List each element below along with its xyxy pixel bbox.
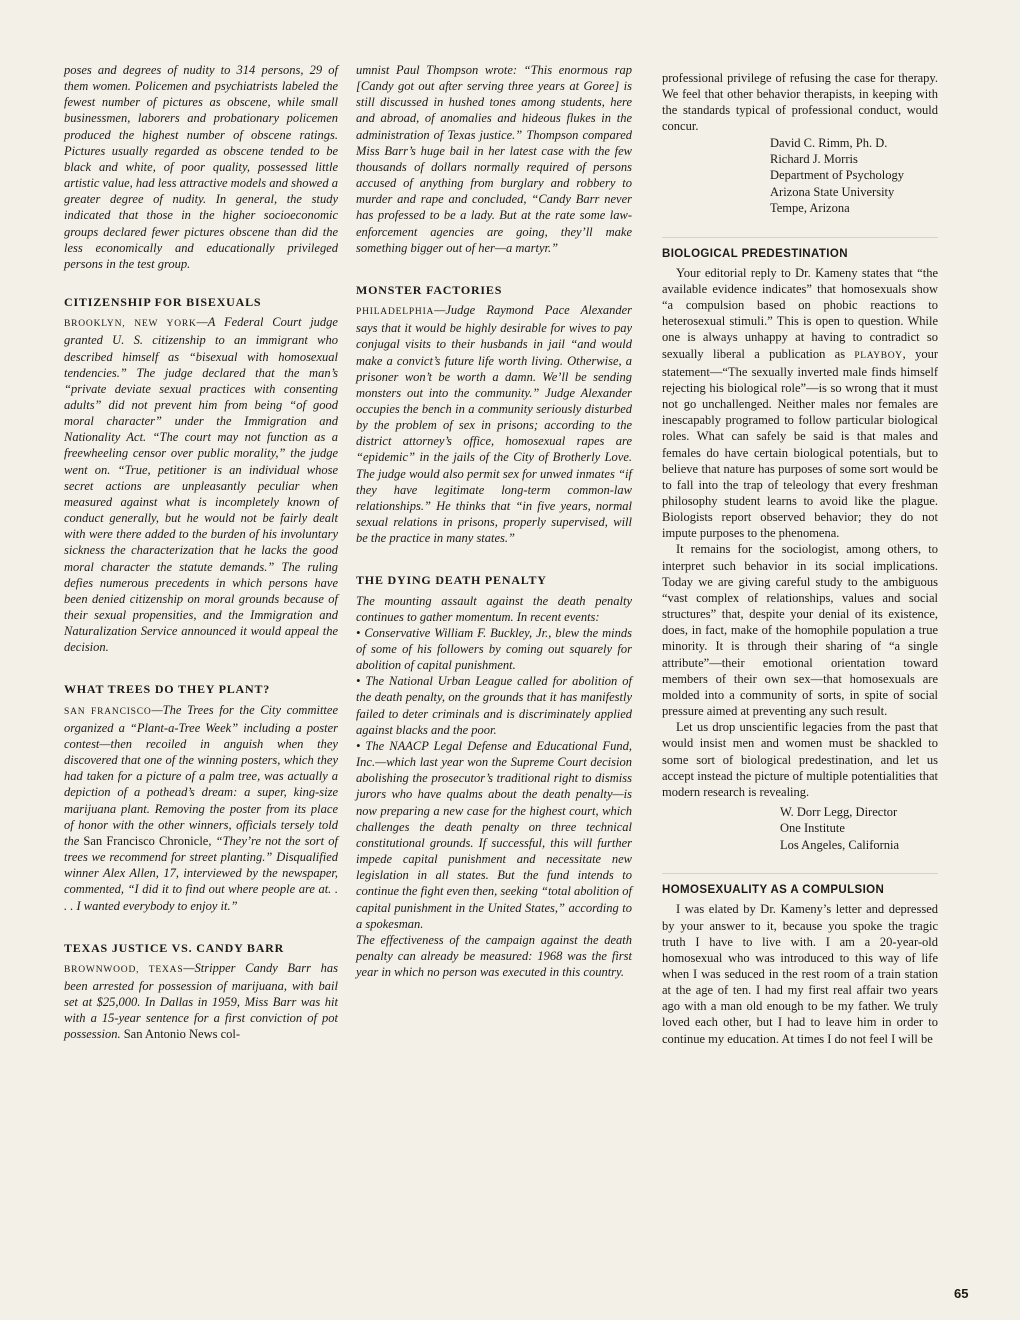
article-body-citizenship	[64, 314, 338, 655]
article-intro: The mounting assault against the death penalty continues to gather momentum. In recent events:	[356, 593, 632, 624]
article-continuation: poses and degrees of nudity to 314 persons, 29 of them women. Policemen and psychiatrists labeled the fewest number of pictures as obscene, while small businessmen, laborers and probationary policemen produced the highest number of obscene ratings. Pictures usually regarded as obscene tended to be black and white, of poor quality, possessed little artistic value, had less attractive models and showed a greater degree of nudity. In general, the study indicated that those in the higher socioeconomic groups declared fewer pictures obscene than did the less economically and educationally privileged persons in the test group.	[64, 63, 338, 271]
article-body-candy-barr	[64, 960, 338, 1043]
dateline: SAN FRANCISCO	[64, 706, 152, 717]
bullet-item: • The National Urban League called for abolition of the death penalty, on the grounds that it has manifestly failed to deter criminals and is discriminately applied against blacks and the poor.	[356, 674, 632, 737]
newspaper-name: San Antonio News col-	[123, 1027, 241, 1042]
article-text: —Judge Raymond Pace Alexander says that it would be highly desirable for wives to pay conjugal visits to their husbands in jail “and would make a convict’s future life worth living. Otherwise, a prisoner won’t be worth a damn. We’ll be sending monsters out into the community.” Judge Alexander occupies the bench in a community seriously disturbed by the problem of sex in prisons; according to the district attorney’s office, homosexual rapes are “epidemic” in the jails of the City of Brotherly Love. The judge would also permit sex for unwed inmates “if they have legitimate long-term common-law relationships.” He thinks that “in five years, normal sexual relations in prisons, properly supervised, will be the practice in many states.”	[356, 303, 632, 546]
letter-paragraph	[662, 265, 938, 542]
article-text: —Stripper Candy Barr has been arrested for possession of marijuana, with bail set at $25,000. In Dallas in 1959, Miss Barr was hit with a 15-year sentence for a first conviction of pot possession.	[64, 960, 338, 1042]
column-1	[64, 62, 338, 1043]
signature-line: Richard J. Morris	[770, 152, 858, 167]
signature-block	[662, 804, 938, 853]
letter-heading-biological: BIOLOGICAL PREDESTINATION	[662, 237, 938, 262]
article-body-trees	[64, 702, 338, 914]
signature-line: Arizona State University	[770, 184, 895, 199]
letter-text: Your editorial reply to Dr. Kameny states that “the available evidence indicates” that homosexuals show “a compulsion based on phobic reactions to heterosexual stimuli.” This is open to question. While one is always unhappy at having to contradict so sexually liberal a publication as	[662, 265, 938, 361]
article-body-monster-factories	[356, 302, 632, 546]
section-heading-candy-barr: TEXAS JUSTICE VS. CANDY BARR	[64, 940, 285, 955]
letter-text: , your statement—“The sexually inverted male finds himself rejecting his biological role”—is so wrong that it must not go unchallenged. Neither males nor females are inescapably programed to follow particular biological roles. What can safely be said is that males and females do have certain biological potentials, but to believe that nature has purposes of some sort would be to fall into the trap of teleology that every freshman philosophy student learns to avoid like the plague. Biologists report observed behavior; they do not impute purposes to the phenomena.	[662, 346, 938, 541]
signature-line: Department of Psychology	[770, 168, 905, 183]
section-heading-trees: WHAT TREES DO THEY PLANT?	[64, 682, 271, 697]
section-heading-monster-factories: MONSTER FACTORIES	[356, 282, 503, 297]
article-text: —The Trees for the City committee organized a “Plant-a-Tree Week” including a poster contest—then recoiled in anguish when they discovered that one of the winning posters, which they had taken for a picture of a palm tree, was actually a depiction of a pothead’s dream: a super, king-size marijuana plant. Removing the poster from its place of honor with the other winners, officials tersely told the	[64, 702, 338, 848]
article-closing: The effectiveness of the campaign against the death penalty can already be measured: 1968 was the first year in which no person was executed in this country.	[356, 932, 632, 980]
column-2	[356, 62, 632, 980]
section-heading-citizenship: CITIZENSHIP FOR BISEXUALS	[64, 295, 262, 310]
dateline: BROWNWOOD, TEXAS	[64, 964, 184, 975]
article-text: , “They’re not the sort of trees we recommend for street planting.” Disqualified winner Alex Allen, 17, interviewed by the newspaper, commented, “I did it to find out where people are at. . . . I wanted everybody to enjoy it.”	[64, 833, 338, 913]
bullet-item: • The NAACP Legal Defense and Educational Fund, Inc.—which last year won the Supreme Court decision abolishing the prosecutor’s traditional right to dismiss jurors who have qualms about the death penalty—is now preparing a new case for the highest court, which challenges the death penalty on three technical constitutional grounds. If successful, this will further impede capital punishment and necessitate new legislation in all states. But the fund intends to continue the fight even then, seeking “total abolition of capital punishment in the United States,” according to a spokesman.	[356, 738, 632, 931]
letter-paragraph: Let us drop unscientific legacies from the past that would insist men and women must be shackled to some sort of biological predestination, and let us accept instead the picture of multiple potentialities that modern research is revealing.	[662, 720, 938, 799]
newspaper-name: San Francisco Chronicle	[83, 833, 209, 848]
signature-line: One Institute	[780, 821, 845, 836]
letter-paragraph: I was elated by Dr. Kameny’s letter and depressed by your answer to it, because you spoke the tragic truth I have to live with. I am a 20-year-old homosexual who was introduced to this way of life when I was seduced in the rest room of a train station at the age of ten. I had my first real affair two years ago with a man old enough to be my father. We truly loved each other, but I had to leave him in order to continue my education. At times I do not feel I will be	[662, 902, 938, 1046]
section-heading-death-penalty: THE DYING DEATH PENALTY	[356, 573, 547, 588]
letter-paragraph: It remains for the sociologist, among others, to interpret such behavior in its social implications. Today we are giving careful study to the ambiguous “vast complex of relationships, values and social structures” that, despite your denial of its existence, does, in fact, make of the homophile population a true minority. It is through their sharing of “a single attribute”—their emotional orientation toward members of their own sex—that homosexuals are molded into a community of sorts, in spite of social pressure aimed at preventing any such result.	[662, 542, 938, 719]
magazine-name: PLAYBOY	[854, 350, 903, 361]
signature-line: David C. Rimm, Ph. D.	[770, 135, 888, 150]
signature-line: Los Angeles, California	[780, 837, 900, 852]
signature-line: Tempe, Arizona	[770, 201, 850, 216]
bullet-item: • Conservative William F. Buckley, Jr., blew the minds of some of his followers by coming out squarely for abolition of capital punishment.	[356, 625, 632, 673]
signature-block	[662, 135, 938, 217]
letter-continuation: professional privilege of refusing the case for therapy. We feel that other behavior therapists, in keeping with the standards typical of professional conduct, would concur.	[662, 71, 938, 134]
dateline: BROOKLYN, NEW YORK	[64, 319, 197, 330]
letter-heading-compulsion: HOMOSEXUALITY AS A COMPULSION	[662, 873, 938, 898]
column-3	[662, 70, 938, 1047]
article-text: —A Federal Court judge granted U. S. citizenship to an immigrant who described himself as “bisexual with homosexual tendencies.” The judge declared that the man’s “private deviate sexual practices with consenting adults” did not prevent him from being “of good moral character” under the Immigration and Nationality Act. “The court may not function as a freewheeling censor over public morality,” the judge went on. “True, petitioner is an individual whose secret actions are unpleasantly peculiar when measured against what is incompletely known of conduct generally, but he would not be fairly dealt with were there added to the burden of his involuntary sickness the characterization that he lacks the good moral character the statute demands.” The ruling defies numerous precedents in which persons have been denied citizenship on moral grounds because of their sexual propensities, and the Immigration and Naturalization Service announced it would appeal the decision.	[64, 315, 338, 655]
dateline: PHILADELPHIA	[356, 307, 435, 318]
page-number: 65	[954, 1286, 969, 1301]
signature-line: W. Dorr Legg, Director	[780, 804, 898, 819]
article-continuation: umnist Paul Thompson wrote: “This enormous rap [Candy got out after serving three years at Goree] is still discussed in hushed tones among students, here and abroad, of anomalies and hideous flukes in the administration of Texas justice.” Thompson compared Miss Barr’s huge bail in her latest case with the few thousands of dollars normally required of persons accused of anything from burglary and robbery to murder and rape and concluded, “Candy Barr never has professed to be a lady. But at the rate some law-enforcement agencies are going, they’ll make something bigger out of her—a martyr.”	[356, 63, 632, 255]
